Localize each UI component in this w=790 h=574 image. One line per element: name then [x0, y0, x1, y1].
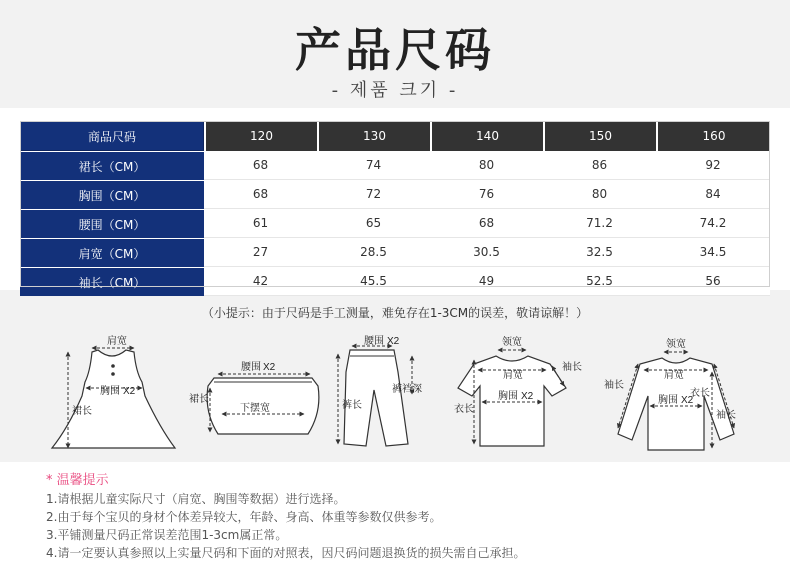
table-cell: 32.5 [543, 238, 656, 267]
table-cell: 74 [317, 151, 430, 180]
longsleeve-sleeve-left-label: 袖长 [604, 380, 624, 391]
longsleeve-collar-label: 领宽 [666, 339, 686, 350]
tshirt-chest-x2-label: X2 [521, 391, 534, 402]
pants-length-label: 裤长 [342, 400, 362, 411]
table-row [20, 151, 770, 180]
table-cell: 80 [543, 180, 656, 209]
table-cell: 27 [204, 238, 317, 267]
tshirt-collar-label: 领宽 [502, 337, 522, 348]
table-cell: 45.5 [317, 267, 430, 296]
size-header-cell: 130 [317, 121, 430, 151]
pants-rise-label: 裤裆深 [392, 384, 422, 395]
tshirt-diagram [454, 335, 582, 446]
skirt-diagram [189, 361, 319, 434]
size-header-cell: 120 [204, 121, 317, 151]
skirt-hem-label: 下摆宽 [240, 403, 270, 414]
row-label: 袖长（CM） [20, 267, 204, 296]
pants-waist-label: 腰围 [364, 336, 384, 347]
table-row [20, 209, 770, 238]
row-label: 腰围（CM） [20, 209, 204, 238]
warm-tip-item: 2.由于每个宝贝的身材个体差异较大，年龄、身高、体重等参数仅供参考。 [46, 510, 442, 524]
table-cell: 68 [204, 180, 317, 209]
size-header-cell: 140 [430, 121, 543, 151]
tshirt-length-label: 衣长 [454, 404, 474, 415]
pants-diagram [338, 335, 422, 446]
size-header-cell: 150 [543, 121, 656, 151]
table-cell: 92 [656, 151, 770, 180]
table-cell: 65 [317, 209, 430, 238]
table-cell: 86 [543, 151, 656, 180]
skirt-waist-label: 腰围 [241, 362, 261, 373]
longsleeve-diagram [604, 337, 736, 450]
tshirt-chest-label: 胸围 [498, 391, 518, 402]
page-subtitle: - 제품 크기 - [331, 80, 459, 101]
measurement-note: （小提示：由于尺码是手工测量，难免存在1-3CM的误差，敬请谅解！） [201, 306, 589, 320]
table-cell: 74.2 [656, 209, 770, 238]
longsleeve-length-label: 衣长 [690, 388, 710, 399]
table-cell: 52.5 [543, 267, 656, 296]
table-cell: 34.5 [656, 238, 770, 267]
tshirt-sleeve-label: 袖长 [562, 362, 582, 373]
table-cell: 42 [204, 267, 317, 296]
warm-tips-heading: * 温馨提示 [46, 473, 109, 488]
table-row [20, 267, 770, 296]
measurement-diagrams [0, 330, 790, 462]
row-label: 裙长（CM） [20, 151, 204, 180]
size-header-cell: 160 [656, 121, 770, 151]
table-cell: 72 [317, 180, 430, 209]
table-cell: 76 [430, 180, 543, 209]
warm-tip-item: 4.请一定要认真参照以上实量尺码和下面的对照表，因尺码问题退换货的损失需自己承担。 [46, 546, 526, 560]
table-cell: 71.2 [543, 209, 656, 238]
table-header-row [20, 121, 770, 151]
table-cell: 56 [656, 267, 770, 296]
size-table [20, 121, 770, 296]
longsleeve-chest-x2-label: X2 [681, 395, 694, 406]
skirt-length-label: 裙长 [189, 394, 209, 405]
dress-chest-x2-label: X2 [123, 386, 136, 397]
dress-chest-label: 胸围 [100, 386, 120, 397]
warm-tips [46, 472, 525, 562]
row-label: 肩宽（CM） [20, 238, 204, 267]
row-label: 胸围（CM） [20, 180, 204, 209]
table-row [20, 180, 770, 209]
dress-length-label: 裙长 [72, 406, 92, 417]
warm-tip-item: 3.平铺测量尺码正常误差范围1-3cm属正常。 [46, 528, 288, 542]
table-header-label: 商品尺码 [20, 121, 204, 151]
table-cell: 30.5 [430, 238, 543, 267]
dress-shoulder-label: 肩宽 [107, 336, 127, 347]
table-cell: 68 [430, 209, 543, 238]
warm-tip-item: 1.请根据儿童实际尺寸（肩宽、胸围等数据）进行选择。 [46, 492, 346, 506]
table-cell: 68 [204, 151, 317, 180]
tshirt-shoulder-label: 肩宽 [503, 370, 523, 381]
skirt-waist-x2-label: X2 [263, 362, 276, 373]
table-cell: 28.5 [317, 238, 430, 267]
longsleeve-chest-label: 胸围 [658, 395, 678, 406]
table-cell: 49 [430, 267, 543, 296]
longsleeve-sleeve-right-label: 袖长 [716, 410, 736, 421]
table-cell: 84 [656, 180, 770, 209]
page-title: 产品尺码 [295, 23, 495, 77]
table-cell: 61 [204, 209, 317, 238]
table-cell: 80 [430, 151, 543, 180]
longsleeve-shoulder-label: 肩宽 [664, 370, 684, 381]
pants-waist-x2-label: X2 [387, 336, 400, 347]
table-row [20, 238, 770, 267]
dress-diagram [52, 334, 175, 448]
